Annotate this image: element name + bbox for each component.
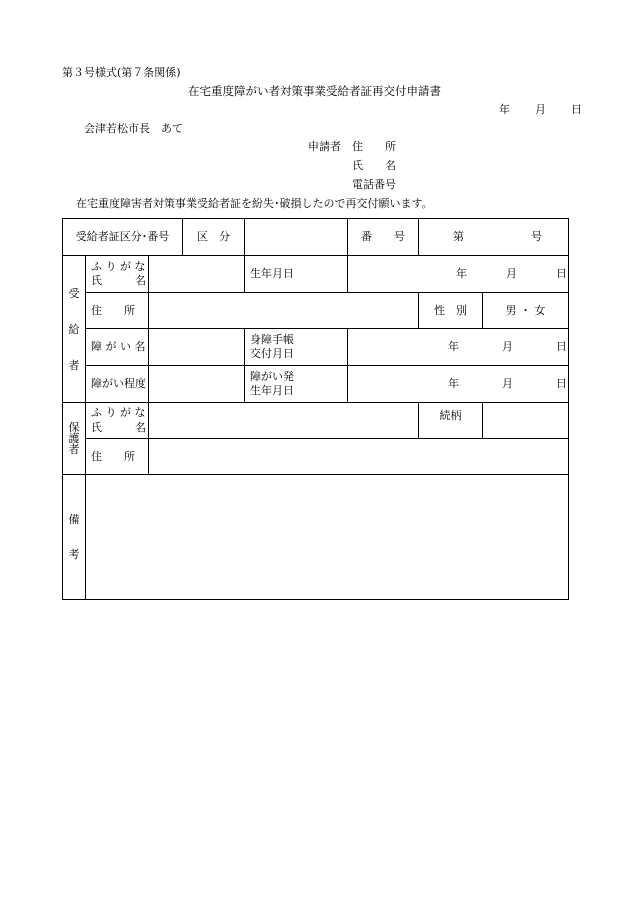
gender-field[interactable]: 男 ・ 女: [483, 293, 569, 329]
cert-label: 受給者証区分･番号: [63, 219, 183, 256]
category-field[interactable]: [245, 219, 348, 256]
application-form-table: [62, 218, 569, 600]
guardian-name-field[interactable]: [149, 403, 419, 439]
guardian-group-label: 保 護 者: [63, 403, 86, 475]
disability-name-row: [63, 329, 569, 366]
disability-degree-field[interactable]: [149, 366, 245, 403]
recipient-address-label: 住 所: [86, 293, 149, 329]
disability-degree-row: [63, 366, 569, 403]
disability-name-field[interactable]: [149, 329, 245, 366]
recipient-name-label: ふ り が な 氏 名: [86, 256, 149, 293]
handbook-date-field[interactable]: 年 月 日: [348, 329, 569, 366]
disability-name-label: 障 が い 名: [86, 329, 149, 366]
applicant-label: 申請者: [308, 140, 341, 153]
number-prefix: 第: [453, 230, 464, 244]
birth-date-label: 生年月日: [245, 256, 348, 293]
birth-date-field[interactable]: 年 月 日: [348, 256, 569, 293]
statement: 在宅重度障害者対策事業受給者証を紛失･破損したので再交付願います。: [76, 197, 433, 210]
cert-row: [63, 219, 569, 256]
notes-field[interactable]: [86, 475, 569, 600]
relationship-field[interactable]: [483, 403, 569, 439]
guardian-address-field[interactable]: [149, 439, 569, 475]
number-suffix: 号: [531, 230, 542, 244]
recipient-name-row: [63, 256, 569, 293]
relationship-label: 続柄: [419, 403, 483, 439]
guardian-name-row: [63, 403, 569, 439]
guardian-address-label: 住 所: [86, 439, 149, 475]
applicant-name-label: 氏 名: [352, 159, 396, 172]
date-line: [499, 104, 582, 115]
number-field[interactable]: [419, 219, 569, 256]
applicant-phone-label: 電話番号: [352, 178, 396, 191]
form-number: 第３号様式(第７条関係): [62, 66, 181, 79]
handbook-date-label: 身障手帳 交付月日: [245, 329, 348, 366]
guardian-name-label: ふ り が な 氏 名: [86, 403, 149, 439]
recipient-address-field[interactable]: [149, 293, 419, 329]
gender-label: 性 別: [419, 293, 483, 329]
addressee: 会津若松市長 あて: [84, 122, 183, 135]
date-day: 日: [571, 103, 582, 116]
notes-label: 備 考: [63, 475, 86, 600]
category-label: 区 分: [183, 219, 245, 256]
onset-date-field[interactable]: 年 月 日: [348, 366, 569, 403]
date-year: 年: [499, 103, 510, 116]
recipient-group-label: 受 給 者: [63, 256, 86, 403]
recipient-name-field[interactable]: [149, 256, 245, 293]
date-month: 月: [535, 103, 546, 116]
recipient-address-row: [63, 293, 569, 329]
form-title: 在宅重度障がい者対策事業受給者証再交付申請書: [188, 84, 441, 98]
notes-row: [63, 475, 569, 600]
onset-date-label: 障がい発 生年月日: [245, 366, 348, 403]
guardian-address-row: [63, 439, 569, 475]
number-label: 番 号: [348, 219, 419, 256]
disability-degree-label: 障がい程度: [86, 366, 149, 403]
applicant-address-label: 住 所: [352, 140, 396, 153]
